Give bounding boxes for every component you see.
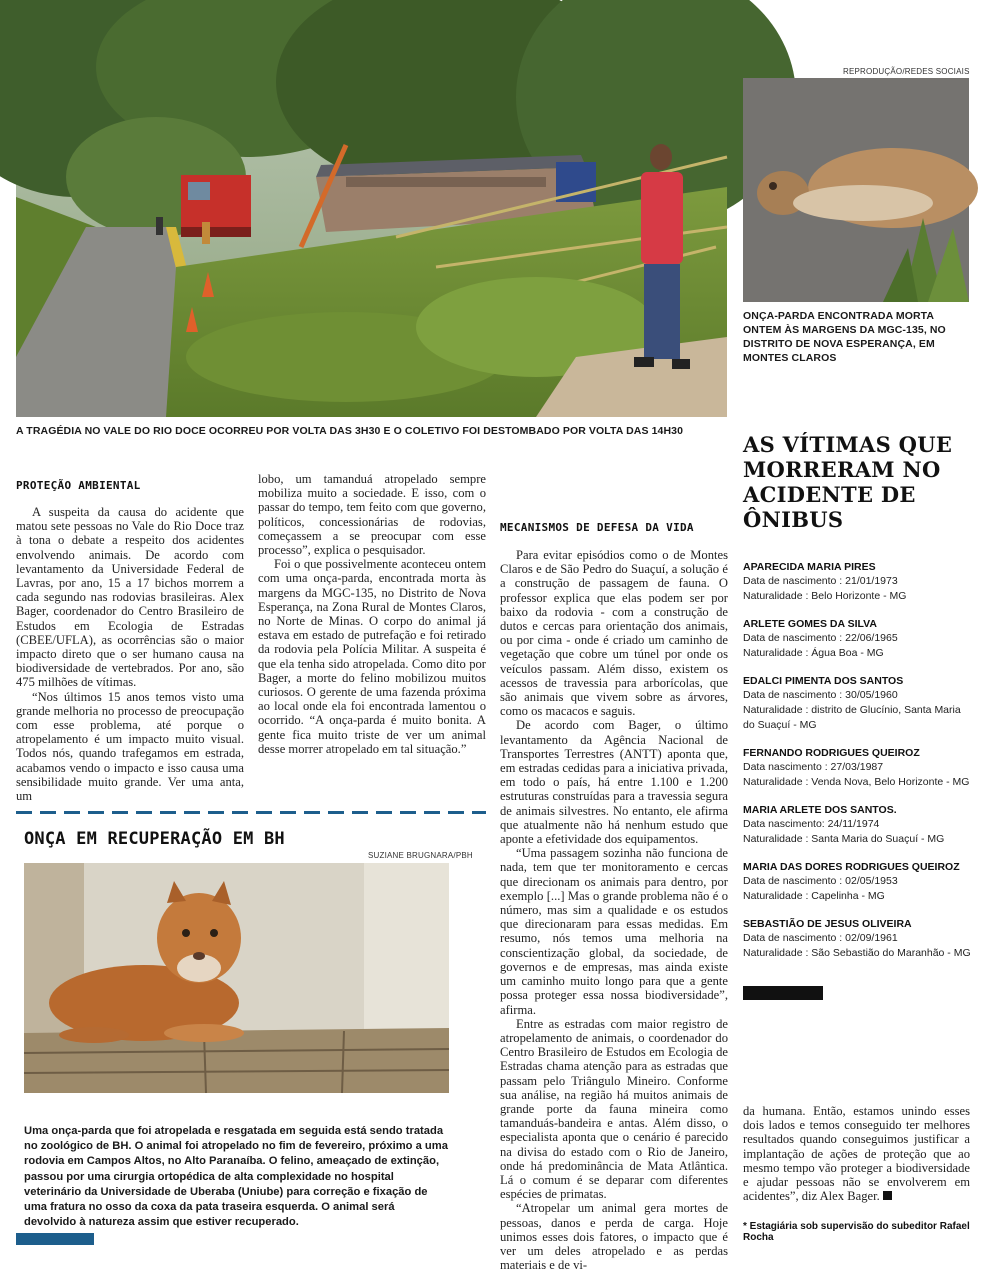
- subhead-mecanismos-defesa: MECANISMOS DE DEFESA DA VIDA: [500, 521, 694, 534]
- victim-entry: [743, 746, 973, 790]
- victims-list: [743, 560, 973, 974]
- bus-accident-illustration: [16, 27, 727, 417]
- victim-hometown: Naturalidade : Santa Maria do Suaçuí - MG: [743, 833, 945, 845]
- dead-puma-photo: [743, 78, 969, 302]
- article-paragraph: lobo, um tamanduá atropelado sempre mobiliza muito a sociedade. E isso, com o passar do tempo, tem feito com que governo, políticos, concessionárias de rodovias, começassem a se preocupar com esse processo”, explica o pesquisador.: [258, 472, 486, 558]
- victim-name: ARLETE GOMES DA SILVA: [743, 618, 877, 630]
- victim-name: APARECIDA MARIA PIRES: [743, 561, 876, 573]
- article-paragraph: Foi o que possivelmente aconteceu ontem com uma onça-parda, encontrada morta às margens da MGC-135, no Distrito de Nova Esperança, na Zona Rural de Montes Claros, no Norte de Minas. O corpo do animal já estava em estado de putrefação e foi retirado da rodovia pela Polícia Militar. A suspeita é que ela tenha sido atropelada. Como dito por Bager, a morte do felino mobilizou muitos curiosos. O gerente de uma fazenda próxima ao local onde ela foi encontrada lamentou o ocorrido. “A onça-parda é muito bonita. A gente fica muito triste de ver um animal desse morrer atropelado em tal situação.”: [258, 557, 486, 756]
- victim-entry: [743, 860, 973, 904]
- victim-hometown: Naturalidade : Capelinha - MG: [743, 890, 885, 902]
- victim-entry: [743, 674, 973, 733]
- bus-accident-photo: [16, 27, 727, 417]
- victim-entry: [743, 617, 973, 661]
- main-photo-caption: A TRAGÉDIA NO VALE DO RIO DOCE OCORREU POR VOLTA DAS 3H30 E O COLETIVO FOI DESTOMBADO POR VOLTA DAS 14H30: [16, 425, 684, 437]
- victim-entry: [743, 803, 973, 847]
- victim-birthdate: Data de nascimento : 02/05/1953: [743, 875, 898, 887]
- victim-birthdate: Data de nascimento : 21/01/1973: [743, 575, 898, 587]
- side-photo-caption: ONÇA-PARDA ENCONTRADA MORTA ONTEM ÀS MARGENS DA MGC-135, NO DISTRITO DE NOVA ESPERANÇA, EM MONTES CLAROS: [743, 310, 946, 364]
- dead-puma-illustration: [743, 78, 969, 302]
- article-paragraph: “Atropelar um animal gera mortes de pessoas, danos e perda de carga. Hoje unimos esses dois fatores, o impacto que é ver um deles atropelado e as perdas materiais e de vi-: [500, 1201, 728, 1272]
- victim-entry: [743, 917, 973, 961]
- recovery-box-title: ONÇA EM RECUPERAÇÃO EM BH: [24, 829, 285, 849]
- end-of-article-mark: [883, 1191, 892, 1200]
- victim-hometown: Naturalidade : Venda Nova, Belo Horizonte - MG: [743, 776, 970, 788]
- victims-box-end-bar: [743, 986, 823, 1000]
- victim-hometown: Naturalidade : distrito de Glucínio, Santa Maria do Suaçuí - MG: [743, 704, 961, 731]
- article-paragraph: “Uma passagem sozinha não funciona de nada, tem que ter monitoramento e cercas que direcionam os animais para dentro, por exemplo [...] Mas o grande problema não é o número, mas sim a qualidade e os estudos que direcionaram para essas medidas. Em resumo, nós temos uma melhoria na conscientização global, da sociedade, de governos e de empresas, mas ainda existe um caminho muito longo para que a gente possa proteger essa nossa biodiversidade”, afirma.: [500, 846, 728, 1017]
- box-dashed-divider: [16, 811, 486, 814]
- victim-hometown: Naturalidade : Água Boa - MG: [743, 647, 884, 659]
- article-paragraph: “Nos últimos 15 anos temos visto uma grande melhoria no processo de preocupação com esse problema, até porque o atropelamento é um impacto muito visual. Todos nós, quando trafegamos em estrada, acabamos vendo o impacto e isso causa uma sensibilidade muito grande. Ver uma anta, um: [16, 689, 244, 804]
- recovery-box-end-bar: [16, 1233, 94, 1245]
- article-paragraph: De acordo com Bager, o último levantamento da Agência Nacional de Transportes Terrestres (ANTT) aponta que, em estradas cedidas para a iniciativa privada, em todo o país, há entre 1.100 e 1.200 estruturas construídas para a travessia segura de animais silvestres. No entanto, ele afirma que atualmente não há nenhum estudo que aponte a efetividade dos equipamentos.: [500, 718, 728, 847]
- article-footnote: * Estagiária sob supervisão do subeditor Rafael Rocha: [743, 1221, 970, 1243]
- victim-hometown: Naturalidade : Belo Horizonte - MG: [743, 590, 907, 602]
- article-paragraph: A suspeita da causa do acidente que matou sete pessoas no Vale do Rio Doce traz à tona o debate a respeito dos acidentes envolvendo animais. De acordo com levantamento da Universidade Federal de Lavras, por ano, 15 a 17 bichos morrem a cada segundo nas rodovias brasileiras. Alex Bager, coordenador do Centro Brasileiro de Estudos em Ecologia de Estradas (CBEE/UFLA), as ocorrências são o maior impacto direto que o ser humano causa na biodiversidade de vertebrados. Por ano, são 475 milhões de vítimas.: [16, 505, 244, 690]
- article-column-1: [16, 505, 244, 803]
- article-paragraph: Para evitar episódios como o de Montes Claros e de São Pedro do Suaçuí, a solução é a construção de passagem de fauna. O professor explica que elas podem ser por baixo da rodovia - com a construção de dutos e cercas para orientação dos animais, ou por cima - onde é criado um caminho de vegetação que cobre um túnel por onde os veículos passam. Além disso, existem os acessos de travessia para arborícolas, que são animais que vivem sobre as árvores, como os macacos e saguis.: [500, 548, 728, 719]
- victim-entry: [743, 560, 973, 604]
- victim-birthdate: Data nascimento : 27/03/1987: [743, 761, 884, 773]
- victim-name: SEBASTIÃO DE JESUS OLIVEIRA: [743, 918, 912, 930]
- recovery-box-caption: Uma onça-parda que foi atropelada e resgatada em seguida está sendo tratada no zoológico de BH. O animal foi atropelado no fim de fevereiro, próximo a uma rodovia em Campos Altos, no Alto Paranaíba. O felino, ameaçado de extinção, passou por uma cirurgia ortopédica de alta complexidade no hospital veterinário da Universidade de Uberaba (Uniube) para correção e fixação de uma fratura no osso da coxa da pata traseira esquerda. O animal será devolvido à natureza assim que estiver recuperado.: [24, 1125, 448, 1229]
- article-column-2: [258, 472, 486, 756]
- side-photo-credit: REPRODUÇÃO/REDES SOCIAIS: [843, 67, 970, 76]
- victim-hometown: Naturalidade : São Sebastião do Maranhão - MG: [743, 947, 971, 959]
- puma-recovery-illustration: [24, 863, 449, 1093]
- article-paragraph: [743, 1104, 970, 1203]
- article-closing-text: da humana. Então, estamos unindo esses dois lados e temos conseguido ter melhores resultados quando conseguimos justificar a implantação de ações de proteção que ao mesmo tempo vão proteger a biodiversidade e ajudar pessoas não se envolverem em acidentes”, diz Alex Bager.: [743, 1104, 970, 1204]
- victim-birthdate: Data nascimento: 24/11/1974: [743, 818, 880, 830]
- victim-name: EDALCI PIMENTA DOS SANTOS: [743, 675, 904, 687]
- article-column-4: [743, 1104, 970, 1203]
- victim-name: MARIA ARLETE DOS SANTOS.: [743, 804, 897, 816]
- puma-recovery-photo: [24, 863, 449, 1093]
- victim-birthdate: Data de nascimento : 30/05/1960: [743, 689, 898, 701]
- victim-birthdate: Data de nascimento : 22/06/1965: [743, 632, 898, 644]
- box-photo-credit: SUZIANE BRUGNARA/PBH: [368, 851, 473, 860]
- article-column-3: [500, 548, 728, 1272]
- victim-birthdate: Data de nascimento : 02/09/1961: [743, 932, 898, 944]
- subhead-protecao-ambiental: PROTEÇÃO AMBIENTAL: [16, 479, 141, 492]
- victims-title: AS VÍTIMAS QUE MORRERAM NO ACIDENTE DE ÔNIBUS: [743, 432, 953, 532]
- article-paragraph: Entre as estradas com maior registro de atropelamento de animais, o coordenador do Centro Brasileiro de Estudos em Ecologia de Estradas chama atenção para as estradas que passam pelo Triângulo Mineiro. Conforme sua análise, na região há muitos animais de grande porte da fauna mineira como tamanduás-bandeira e antas. Além disso, o especialista aponta que o cenário é parecido na divisa do estado com o Rio de Janeiro, onde há predominância de Mata Atlântica. Lá o comum é se deparar com diferentes espécies de primatas.: [500, 1016, 728, 1202]
- victim-name: FERNANDO RODRIGUES QUEIROZ: [743, 747, 920, 759]
- victim-name: MARIA DAS DORES RODRIGUES QUEIROZ: [743, 861, 960, 873]
